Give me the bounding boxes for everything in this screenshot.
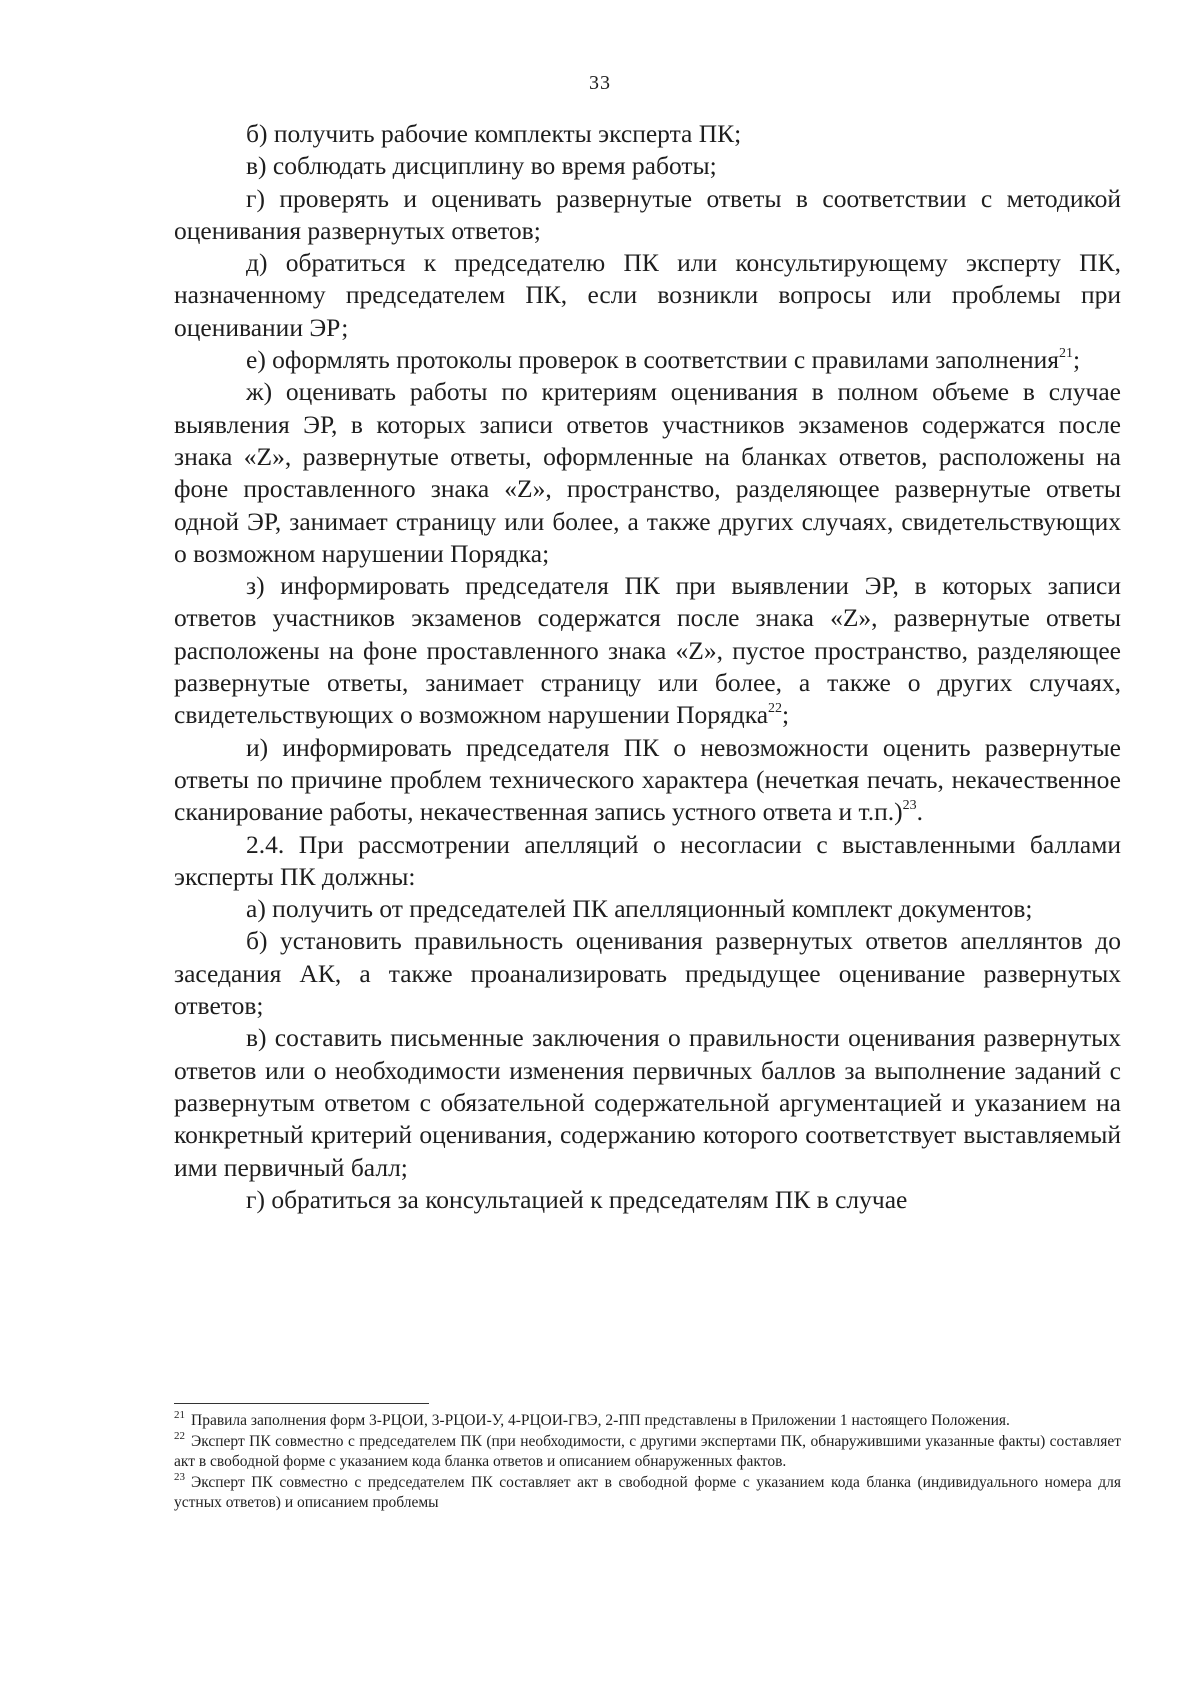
paragraph-g-check-answers: г) проверять и оценивать развернутые ответы в соответствии с методикой оценивания развернутых ответов;: [174, 183, 1121, 245]
footnote-text: Эксперт ПК совместно с председателем ПК (при необходимости, с другими экспертами ПК, обнаружившими указанные факты) составляет акт в свободной форме с указанием кода бланка ответов и описанием обнаруженных фактов.: [174, 1432, 1121, 1470]
footnote-divider: [174, 1403, 429, 1404]
paragraph-z-inform-chairman: [174, 570, 1121, 731]
footnote-number: 21: [174, 1409, 185, 1421]
body-text: [174, 118, 1121, 1216]
paragraph-zh-full-assessment: ж) оценивать работы по критериям оценивания в полном объеме в случае выявления ЭР, в которых записи ответов участников экзаменов содержатся после знака «Z», развернутые ответы, оформленные на бланках ответов, расположены на фоне проставленного знака «Z», пространство, разделяющее развернутые ответы одной ЭР, занимает страницу или более, а также других случаях, свидетельствующих о возможном нарушении Порядка;: [174, 377, 1121, 568]
paragraph-text: е) оформлять протоколы проверок в соответствии с правилами заполнения: [246, 345, 1060, 375]
footnote-number: 23: [174, 1470, 185, 1483]
paragraph-text: и) информировать председателя ПК о невозможности оценить развернутые ответы по причине проблем технического характера (нечеткая печать, некачественное сканирование работы, некачественная запись устного ответа и т.п.): [174, 732, 1121, 827]
paragraph-a-appeal-kit: а) получить от председателей ПК апелляционный комплект документов;: [246, 894, 1033, 924]
paragraph-g-consultation: г) обратиться за консультацией к председателям ПК в случае: [246, 1184, 908, 1214]
footnote-22: [174, 1429, 1121, 1473]
footnote-23: [174, 1470, 1121, 1514]
page-number: 33: [589, 72, 611, 94]
footnote-ref: 21: [1059, 346, 1074, 362]
paragraph-2-4-appeals: 2.4. При рассмотрении апелляций о несогласии с выставленными баллами эксперты ПК должны:: [174, 829, 1121, 891]
paragraph-b-correctness: б) установить правильность оценивания развернутых ответов апеллянтов до заседания АК, а также проанализировать предыдущее оценивание развернутых ответов;: [174, 926, 1121, 1021]
paragraph-v-discipline: в) соблюдать дисциплину во время работы;: [246, 151, 717, 181]
paragraph-b-work-kits: б) получить рабочие комплекты эксперта ПК;: [246, 119, 742, 148]
paragraph-text: з) информировать председателя ПК при выявлении ЭР, в которых записи ответов участников экзаменов содержатся после знака «Z», развернутые ответы расположены на фоне проставленного знака «Z», пустое пространство, разделяющее развернутые ответы, занимает страницу или более, а также о других случаях, свидетельствующих о возможном нарушении Порядка: [174, 571, 1121, 730]
footnotes: [174, 1411, 1121, 1514]
footnote-text: Правила заполнения форм 3-РЦОИ, 3-РЦОИ-У, 4-РЦОИ-ГВЭ, 2-ПП представлены в Приложении 1 настоящего Положения.: [191, 1412, 1010, 1429]
paragraph-e-protocols: [174, 344, 1121, 376]
footnote-number: 22: [174, 1429, 185, 1442]
paragraph-tail: .: [916, 797, 924, 827]
paragraph-tail: ;: [782, 700, 790, 730]
paragraph-v-conclusions: в) составить письменные заключения о правильности оценивания развернутых ответов или о необходимости изменения первичных баллов за выполнение заданий с развернутым ответом с обязательной содержательной аргументацией и указанием на конкретный критерий оценивания, содержанию которого соответствует выставляемый ими первичный балл;: [174, 1023, 1121, 1182]
footnote-ref: 22: [768, 701, 783, 717]
paragraph-tail: ;: [1073, 345, 1081, 375]
paragraph-d-contact-chairman: д) обратиться к председателю ПК или консультирующему эксперту ПК, назначенному председателем ПК, если возникли вопросы или проблемы при оценивании ЭР;: [174, 248, 1121, 342]
footnote-ref: 23: [902, 798, 917, 814]
paragraph-i-technical-problems: [174, 732, 1121, 829]
footnote-21: [174, 1411, 1121, 1432]
footnote-text: Эксперт ПК совместно с председателем ПК составляет акт в свободной форме с указанием кода бланка (индивидуального номера для устных ответов) и описанием проблемы: [174, 1473, 1121, 1511]
